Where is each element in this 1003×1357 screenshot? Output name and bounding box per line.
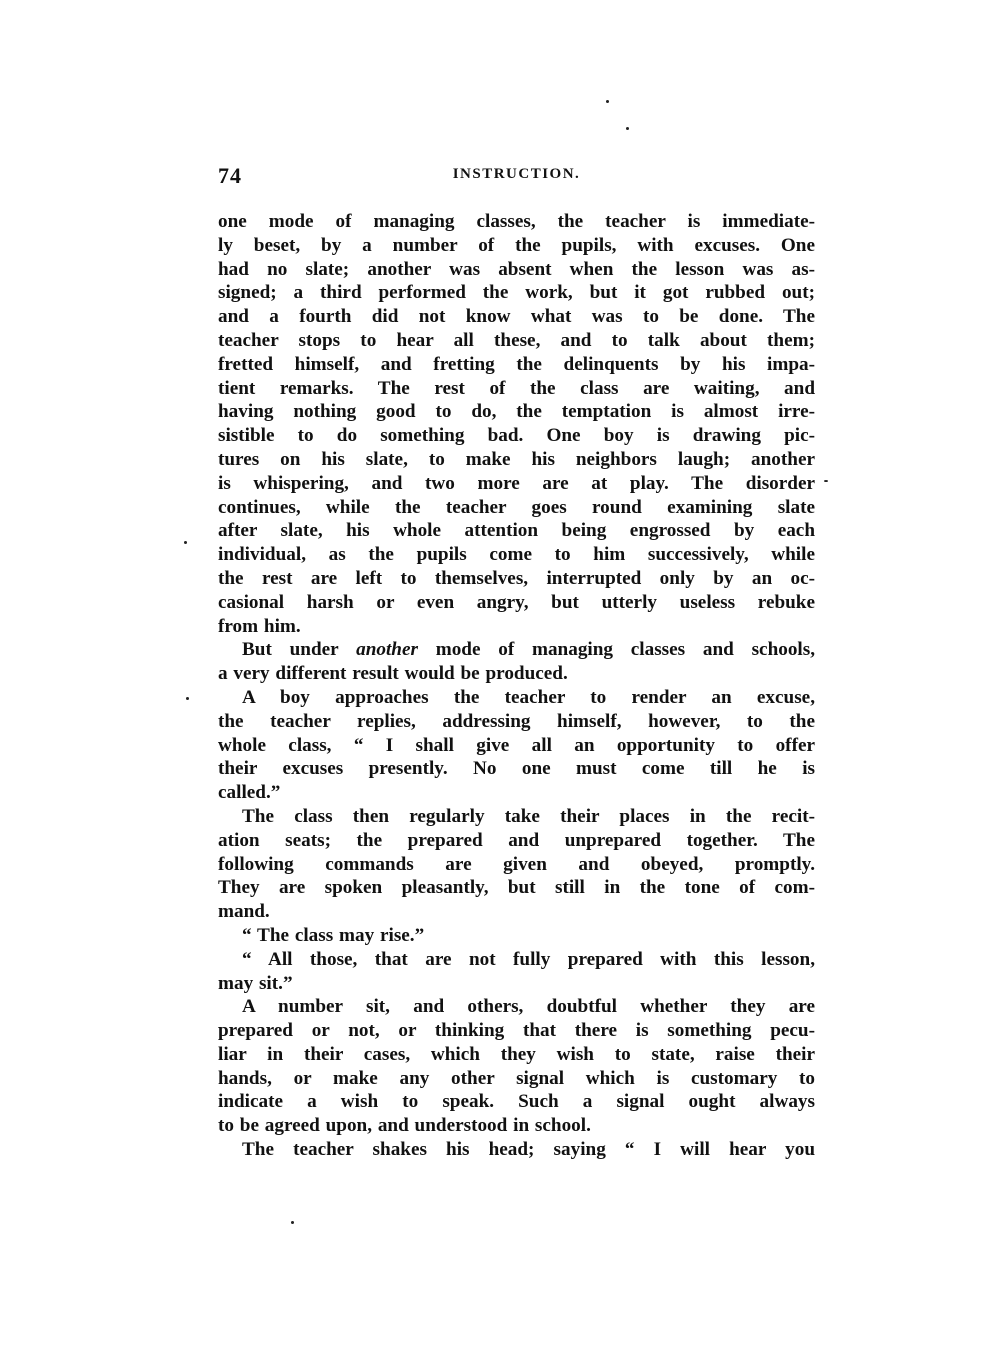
text-line: a very different result would be produced. (218, 663, 568, 685)
text-line: ly beset, by a number of the pupils, with excuses. One (218, 234, 815, 256)
text-line: indicate a wish to speak. Such a signal ought always (218, 1091, 815, 1113)
text-line: called.” (218, 782, 281, 804)
text-line: The teacher shakes his head; saying “ I will hear you (242, 1139, 815, 1161)
text-line: and a fourth did not know what was to be done. The (218, 306, 815, 328)
text-line: continues, while the teacher goes round examining slate (218, 496, 815, 518)
text-line: their excuses presently. No one must come till he is (218, 758, 815, 780)
text-line: fretted himself, and fretting the delinquents by his impa- (218, 353, 815, 375)
text-line: individual, as the pupils come to him successively, while (218, 544, 815, 566)
page-number: 74 (218, 163, 242, 188)
text-line: to be agreed upon, and understood in school. (218, 1115, 591, 1137)
text-line: ation seats; the prepared and unprepared together. The (218, 829, 815, 851)
text-line: “ All those, that are not fully prepared with this lesson, (242, 948, 815, 970)
text-line: “ The class may rise.” (242, 924, 425, 946)
text-line: The class then regularly take their places in the recit- (242, 805, 815, 827)
text-line: after slate, his whole attention being engrossed by each (218, 520, 815, 542)
print-speck (626, 127, 629, 130)
text-line: liar in their cases, which they wish to state, raise their (218, 1043, 815, 1065)
print-speck (606, 100, 609, 103)
page-header (218, 163, 815, 191)
text-line: whole class, “ I shall give all an opportunity to offer (218, 734, 815, 756)
print-speck (824, 480, 828, 482)
text-line: mand. (218, 901, 270, 923)
print-speck (184, 541, 187, 544)
text-line: teacher stops to hear all these, and to talk about them; (218, 329, 815, 351)
body-text (218, 210, 815, 1162)
running-head: INSTRUCTION. (452, 166, 581, 182)
text-line: sistible to do something bad. One boy is drawing pic- (218, 425, 815, 447)
text-line: had no slate; another was absent when the lesson was as- (218, 258, 815, 280)
text-line: following commands are given and obeyed, promptly. (218, 853, 815, 875)
text-line: is whispering, and two more are at play. The disorder (218, 472, 815, 494)
text-line: They are spoken pleasantly, but still in the tone of com- (218, 877, 815, 899)
text-line: hands, or make any other signal which is customary to (218, 1067, 815, 1089)
emphasis-word: another (356, 639, 418, 661)
text-line: signed; a third performed the work, but it got rubbed out; (218, 282, 815, 304)
text-line: the rest are left to themselves, interrupted only by an oc- (218, 567, 815, 589)
text-line: tient remarks. The rest of the class are waiting, and (218, 377, 815, 399)
text-line: having nothing good to do, the temptation is almost irre- (218, 401, 815, 423)
text-line: casional harsh or even angry, but utterly useless rebuke (218, 591, 815, 613)
text-line: A number sit, and others, doubtful whether they are (242, 996, 815, 1018)
print-speck (186, 697, 189, 700)
text-line: the teacher replies, addressing himself, however, to the (218, 710, 815, 732)
text-line: prepared or not, or thinking that there is something pecu- (218, 1020, 815, 1042)
text-segment: mode of managing classes and schools, (435, 639, 816, 661)
text-line: tures on his slate, to make his neighbors laugh; another (218, 448, 815, 470)
text-line: A boy approaches the teacher to render an excuse, (242, 686, 815, 708)
text-segment: But under (242, 639, 339, 661)
text-line (218, 638, 815, 662)
text-line: from him. (218, 615, 301, 637)
print-speck (291, 1221, 294, 1224)
text-line: may sit.” (218, 972, 293, 994)
text-line: one mode of managing classes, the teacher is immediate- (218, 211, 815, 232)
